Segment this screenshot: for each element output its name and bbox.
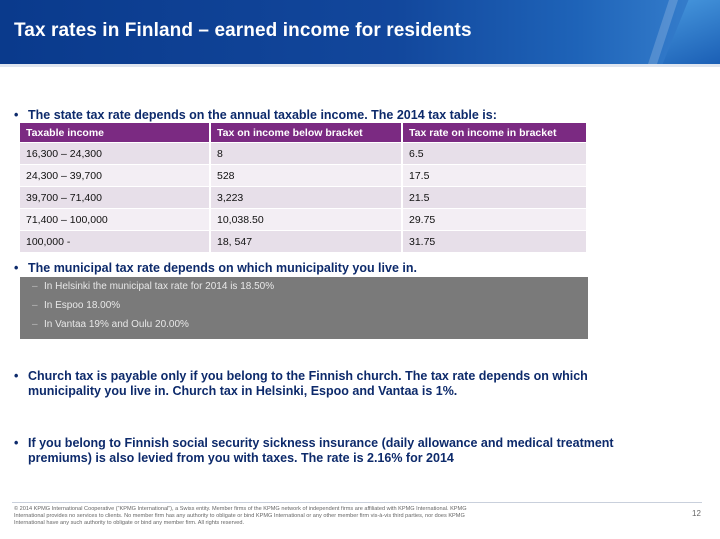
table-cell: 3,223 (210, 187, 402, 209)
bullet-state-tax-text: The state tax rate depends on the annual taxable income. The 2014 tax table is: (28, 108, 497, 122)
bullet-marker: • (14, 261, 19, 275)
slide-title: Tax rates in Finland – earned income for residents (14, 20, 472, 41)
state-tax-table (20, 123, 588, 252)
table-cell: 39,700 – 71,400 (20, 187, 210, 209)
bullet-marker: • (14, 436, 19, 450)
column-header: Tax rate on income in bracket (402, 123, 587, 143)
column-header: Taxable income (20, 123, 210, 143)
table-cell: 71,400 – 100,000 (20, 209, 210, 231)
table-cell: 31.75 (402, 231, 587, 253)
page-number: 12 (692, 509, 701, 518)
municipal-rate-text: In Espoo 18.00% (44, 300, 121, 311)
table-row (20, 165, 587, 187)
table-cell: 16,300 – 24,300 (20, 143, 210, 165)
bullet-marker: • (14, 108, 19, 122)
table-cell: 10,038.50 (210, 209, 402, 231)
header-divider (0, 64, 720, 67)
bullet-church-tax-text: Church tax is payable only if you belong to the Finnish church. The tax rate depends on which municipality you live in. Church tax in Helsinki, Espoo and Vantaa is 1%. (28, 369, 588, 398)
table-cell: 6.5 (402, 143, 587, 165)
list-dash: – (32, 281, 38, 292)
table-row (20, 143, 587, 165)
title-banner (0, 0, 720, 64)
municipal-rate-text: In Helsinki the municipal tax rate for 2014 is 18.50% (44, 281, 275, 292)
list-dash: – (32, 300, 38, 311)
bullet-state-tax (14, 108, 614, 123)
bullet-social-security (14, 436, 664, 466)
municipal-rate-item (32, 300, 120, 311)
table-cell: 8 (210, 143, 402, 165)
table-cell: 528 (210, 165, 402, 187)
table-row (20, 231, 587, 253)
footer-divider (12, 502, 702, 503)
table-cell: 17.5 (402, 165, 587, 187)
bullet-church-tax (14, 369, 664, 399)
table-header-row (20, 123, 587, 143)
bullet-municipal-tax (14, 261, 614, 276)
column-header: Tax on income below bracket (210, 123, 402, 143)
table-row (20, 187, 587, 209)
table-cell: 21.5 (402, 187, 587, 209)
municipal-rate-item (32, 281, 274, 292)
table-cell: 100,000 - (20, 231, 210, 253)
bullet-social-security-text: If you belong to Finnish social security sickness insurance (daily allowance and medical treatment premiums) is also levied from you with taxes. The rate is 2.16% for 2014 (28, 436, 614, 465)
table-cell: 24,300 – 39,700 (20, 165, 210, 187)
municipal-rate-item (32, 319, 189, 330)
footer-disclaimer: © 2014 KPMG International Cooperative (“KPMG International”), a Swiss entity. Member firms of the KPMG network of independent firms are affiliated with KPMG International. KPMG International provides no services to clients. No member firm has any authority to obligate or bind KPMG International or any other member firm vis-à-vis third parties, nor does KPMG International have any such authority to obligate or bind any member firm. All rights reserved. (14, 506, 467, 526)
table-cell: 29.75 (402, 209, 587, 231)
table-cell: 18, 547 (210, 231, 402, 253)
table-row (20, 209, 587, 231)
bullet-municipal-tax-text: The municipal tax rate depends on which municipality you live in. (28, 261, 417, 275)
list-dash: – (32, 319, 38, 330)
bullet-marker: • (14, 369, 19, 383)
municipal-rates-box (20, 277, 588, 339)
municipal-rate-text: In Vantaa 19% and Oulu 20.00% (44, 319, 189, 330)
